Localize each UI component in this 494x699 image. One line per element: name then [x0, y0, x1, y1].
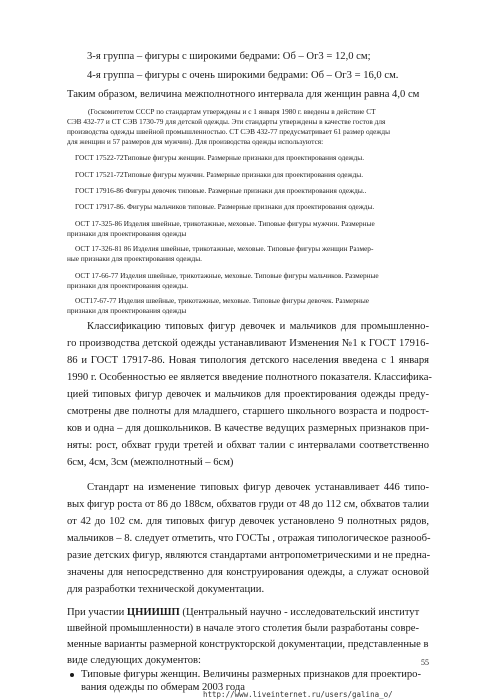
interval-conclusion-line: Таким образом, величина межполнотного интервала для женщин равна 4,0 см — [67, 89, 420, 100]
paragraph-line: вых фигур роста от 86 до 188см, обхватов груди от 48 до 112 см, обхватов талии — [67, 499, 429, 510]
paragraph-line: менные варианты размерной конструкторской документации, представленные в — [67, 639, 429, 650]
bullet-item-line: Типовые фигуры женщин. Величины размерных признаков для проектиро- — [81, 669, 421, 680]
paragraph-line: 86 и ГОСТ 17917-86. Новая типология детского населения введена с 1 января — [67, 355, 429, 366]
ost-entry-continued: ные признаки для проектирования одежды. — [67, 254, 202, 263]
paragraph-line: 1990 г. Особенностью ее является введение полнотного показателя. Классифика- — [67, 372, 432, 383]
ost-entry-continued: признаки для проектирования одежды — [67, 306, 187, 315]
paragraph-line: для разработки технической документации. — [67, 584, 265, 595]
paragraph-line: цией типовых фигур девочек и мальчиков для проектирования одежды преду- — [67, 389, 429, 400]
paragraph-line: Классификацию типовых фигур девочек и мальчиков для промышленно- — [87, 321, 429, 332]
paragraph-line: значены для непосредственно для конструирования одежды, а служат основой — [67, 567, 429, 578]
paragraph-line: 6см, 4см, 3см (межполнотный – 6см) — [67, 457, 234, 468]
footer-url: http://www.liveinternet.ru/users/galina_o/ — [203, 690, 393, 699]
gost-entry: ГОСТ 17521-72Типовые фигуры мужчин. Размерные признаки для проектирования одежды. — [75, 170, 364, 179]
paragraph-line: мальчиков – 8. следует отметить, что ГОСТы , отражая типологическое разнооб- — [67, 533, 431, 544]
note-line: производства одежды швейной промышленностью. СТ СЭВ 432-77 предусматривает 61 размер одежды — [67, 127, 391, 136]
gost-entry: ГОСТ 17917-86. Фигуры мальчиков типовые. Размерные признаки для проектирования одежды. — [75, 202, 375, 211]
paragraph-line: Стандарт на изменение типовых фигур девочек устанавливает 446 типо- — [87, 482, 429, 493]
note-line: для женщин и 57 размеров для мужчин). Для производства одежды используются: — [67, 137, 324, 146]
paragraph-line: от 42 до 102 см. для типовых фигур девочек установлено 9 полнотных рядов, — [67, 516, 429, 527]
ost-entry: ОСТ 17-66-77 Изделия швейные, трикотажные, меховые. Типовые фигуры мальчиков. Размерные — [75, 271, 379, 280]
bullet-item-line: вания одежды по обмерам 2003 года — [81, 682, 245, 693]
group-4-line: 4-я группа – фигуры с очень широкими бедрами: Об – Ог3 = 16,0 см. — [87, 70, 399, 81]
institute-acronym: ЦНИИШП — [126, 607, 180, 618]
page-number: 55 — [421, 658, 429, 667]
gost-entry: ГОСТ 17916-86 Фигуры девочек типовые. Размерные признаки для проектирования одежды.. — [75, 186, 367, 195]
paragraph-line: го производства детской одежды устанавливают Изменения №1 к ГОСТ 17916- — [67, 338, 429, 349]
note-line: (Госкомитетом СССР по стандартам утверждены и с 1 января 1980 г. введены в действие СТ — [88, 107, 376, 116]
ost-entry-continued: признаки для проектирования одежды. — [67, 281, 189, 290]
ost-entry-continued: признаки для проектирования одежды — [67, 229, 187, 238]
paragraph-line: смотрены две полноты для младшего, старшего школьного возраста и подрост- — [67, 406, 429, 417]
gost-entry: ГОСТ 17522-72Типовые фигуры женщин. Размерные признаки для проектирования одежды. — [75, 153, 365, 162]
group-3-line: 3-я группа – фигуры с широкими бедрами: Об – Ог3 = 12,0 см; — [87, 51, 371, 62]
paragraph-line: виде следующих документов: — [67, 655, 201, 666]
ost-entry: ОСТ 17-325-86 Изделия швейные, трикотажные, меховые. Типовые фигуры мужчин. Размерные — [75, 219, 375, 228]
bullet-dot — [70, 673, 74, 677]
paragraph-intro-text: При участии — [67, 607, 125, 618]
ost-entry: ОСТ17-67-77 Изделия швейные, трикотажные, меховые. Типовые фигуры девочек. Размерные — [75, 296, 369, 305]
institute-full-name: (Центральный научно - исследовательский институт — [182, 607, 420, 618]
ost-entry: ОСТ 17-326-81 86 Изделия швейные, трикотажные, меховые. Типовые фигуры женщин Размер- — [75, 244, 374, 253]
paragraph-line: няты: рост, обхват груди третей и обхват талии с интервалами соответственно — [67, 440, 429, 451]
paragraph-line-first — [67, 606, 419, 619]
paragraph-line: ков и одна – для дошкольников. В качестве ведущих размерных признаков при- — [67, 423, 429, 434]
note-line: СЭВ 432-77 и СТ СЭВ 1730-79 для детской одежды. Эти стандарты утверждены в качестве гостов для — [67, 117, 386, 126]
paragraph-line: швейной промышленности) в начале этого столетия были разработаны совре- — [67, 623, 419, 634]
paragraph-line: разие детских фигур, являются стандартами антропометрическими и не предна- — [67, 550, 431, 561]
